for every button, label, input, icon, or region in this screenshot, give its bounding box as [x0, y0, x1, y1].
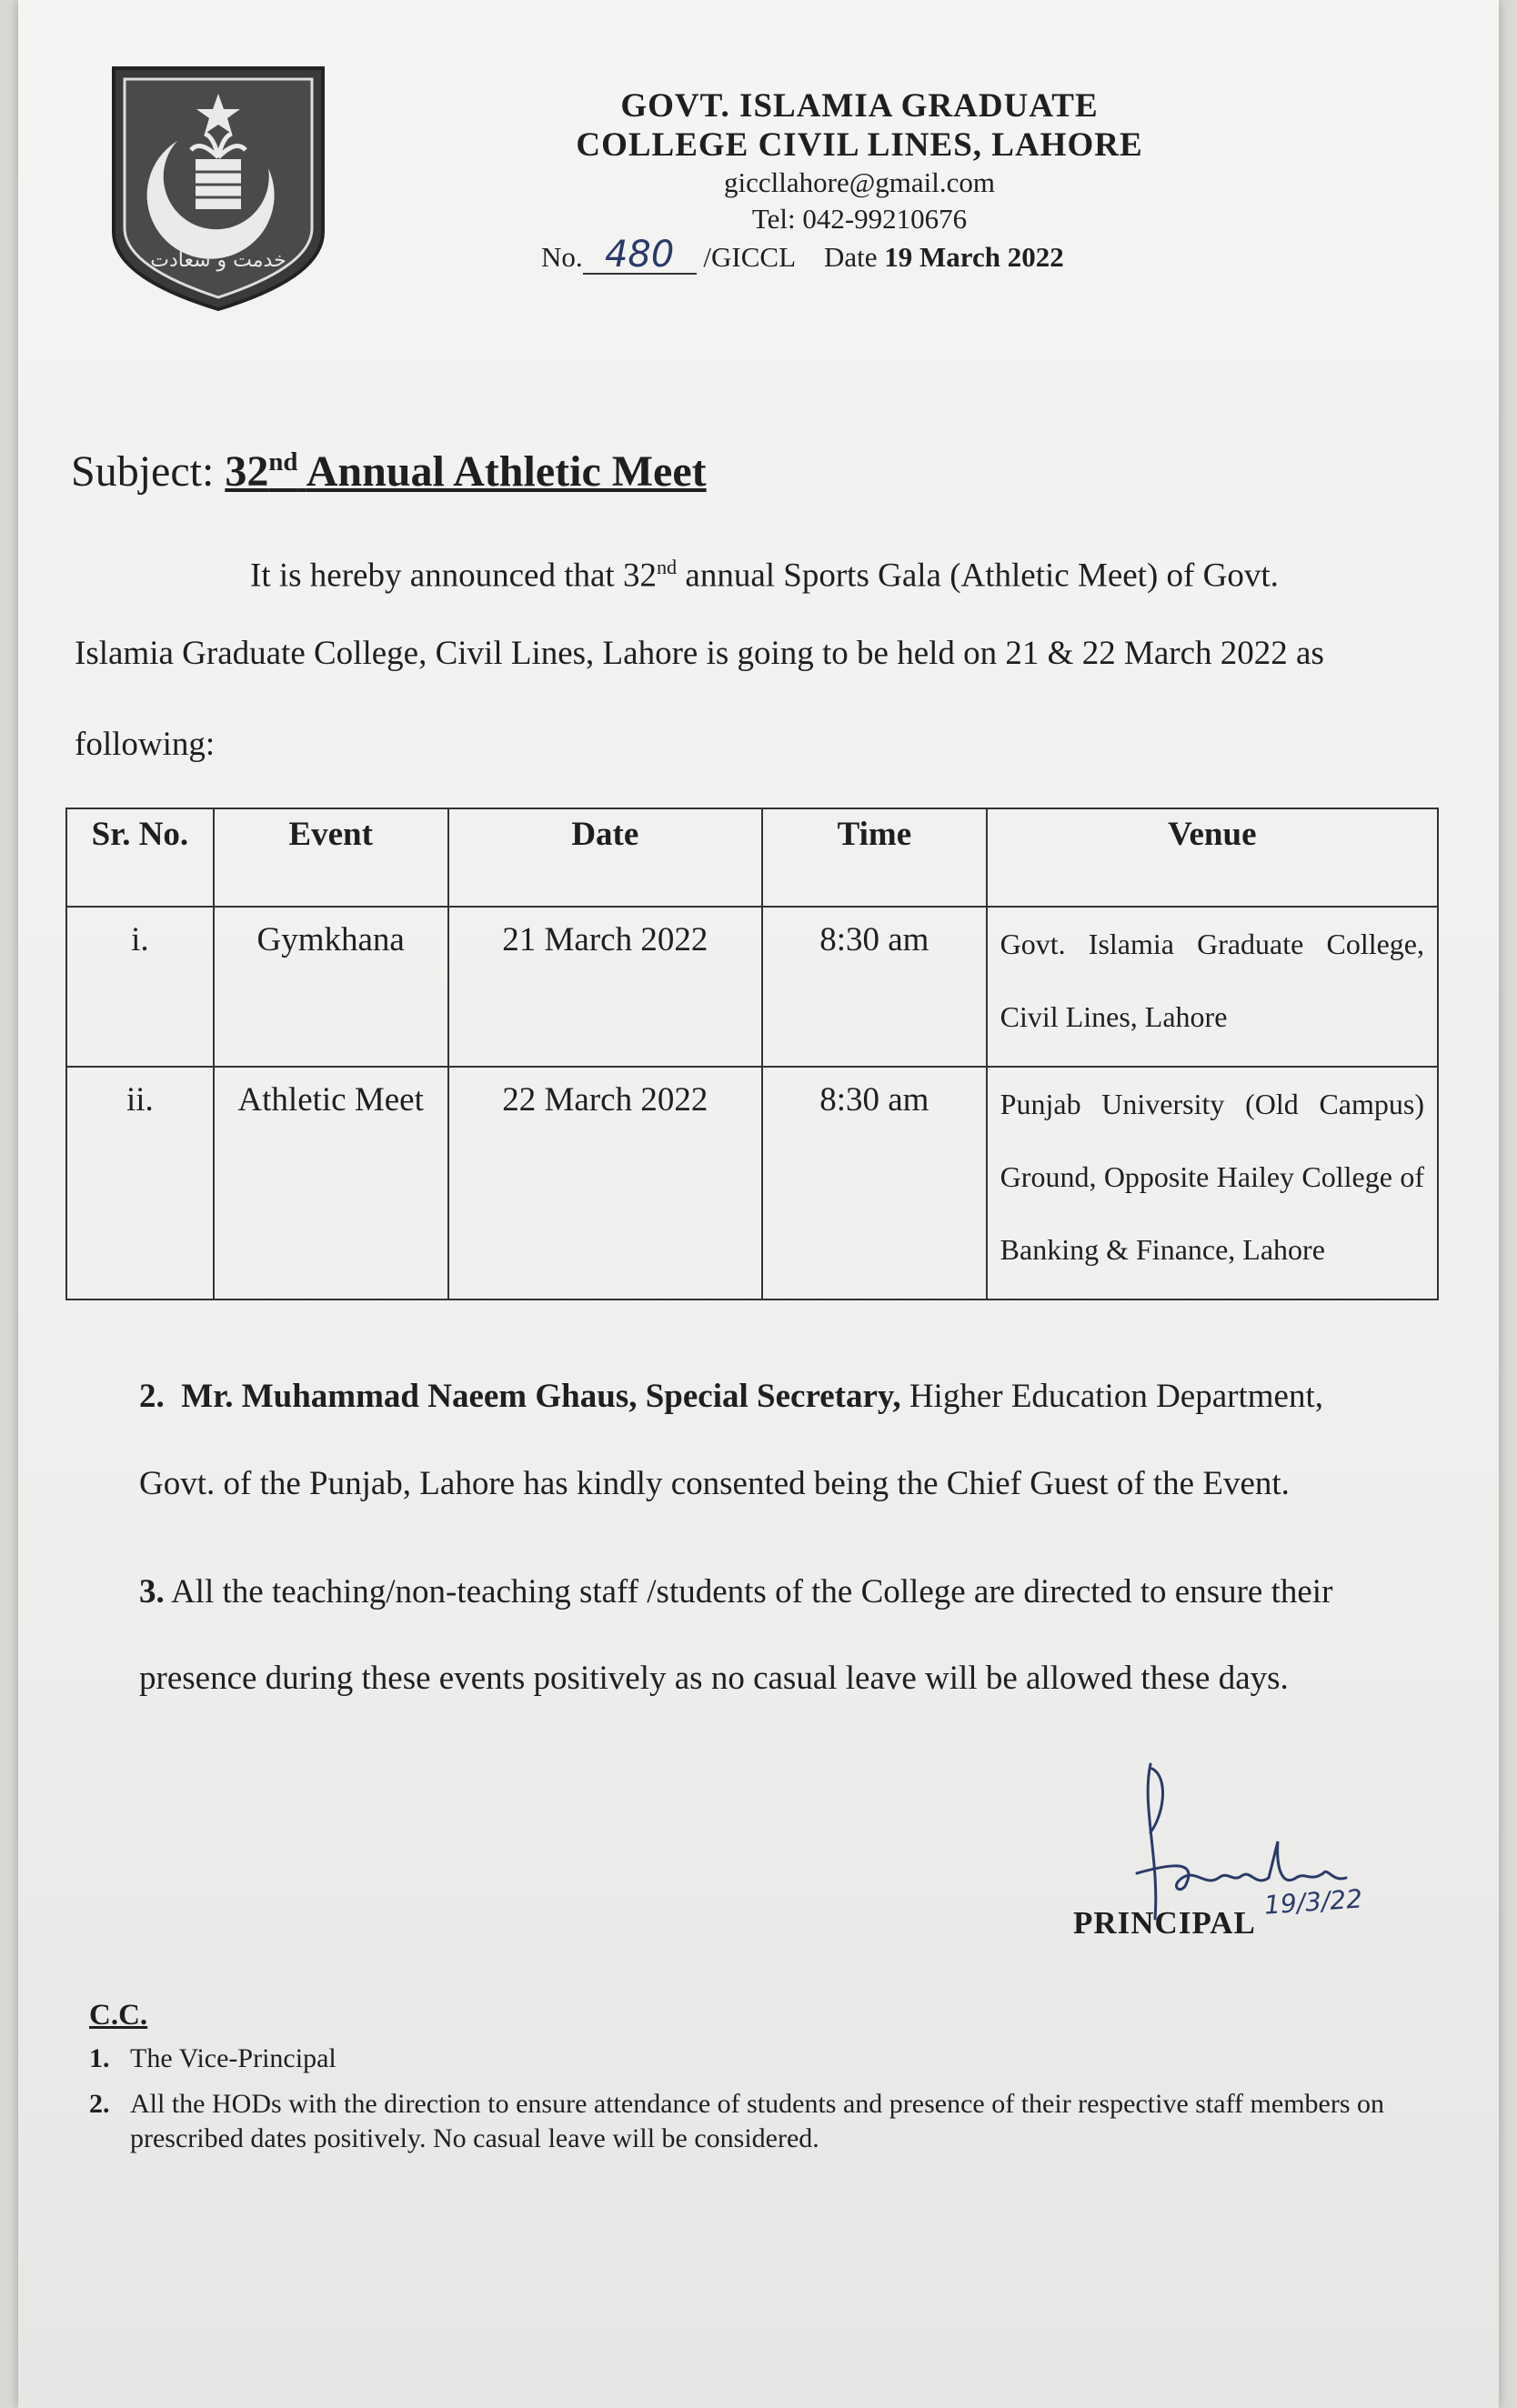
intro-ordinal: nd [656, 556, 678, 578]
cell-sr: i. [66, 907, 214, 1067]
table-header-row [66, 808, 1438, 907]
intro-line-1 [250, 546, 1446, 597]
subject-line [71, 435, 707, 499]
header-venue: Venue [987, 808, 1438, 907]
cc-label: C.C. [89, 1999, 148, 2032]
intro-line-2: Islamia Graduate College, Civil Lines, Lahore is going to be held on 21 & 22 March 2022 as [75, 635, 1324, 672]
cell-event: Gymkhana [214, 907, 448, 1067]
cc-item [89, 2087, 1408, 2156]
header-event: Event [214, 808, 448, 907]
document-page [18, 0, 1499, 2408]
college-telephone: Tel: 042-99210676 [751, 203, 968, 235]
schedule-table [65, 808, 1439, 1300]
cell-venue: Govt. Islamia Graduate College, Civil Lines, Lahore [987, 907, 1438, 1067]
para2-line-2: Govt. of the Punjab, Lahore has kindly consented being the Chief Guest of the Event. [139, 1465, 1290, 1502]
college-email: giccllahore@gmail.com [724, 166, 995, 198]
cell-sr: ii. [66, 1067, 214, 1299]
signature-date: 19/3/22 [1262, 1883, 1363, 1921]
logo-motto-text: خدمت و سعادت [150, 249, 286, 272]
header-sr-no: Sr. No. [66, 808, 214, 907]
cc-item-number: 2. [89, 2089, 110, 2119]
subject-title-text: Annual Athletic Meet [306, 447, 707, 496]
table-row [66, 1067, 1438, 1299]
ref-number-handwritten: 480 [583, 236, 697, 275]
principal-title: PRINCIPAL [1073, 1905, 1256, 1941]
cc-item-text: The Vice-Principal [130, 2043, 337, 2073]
college-crest-logo [105, 59, 332, 314]
cc-item-number: 1. [89, 2043, 110, 2073]
intro-line-1a: It is hereby announced that 32 [250, 557, 657, 595]
para2-number: 2. [139, 1378, 165, 1415]
cc-item-text: All the HODs with the direction to ensure attendance of students and presence of their respective staff members on prescribed dates positively. No casual leave will be considered. [130, 2089, 1385, 2153]
cell-venue: Punjab University (Old Campus) Ground, Opposite Hailey College of Banking & Finance, Lahore [987, 1067, 1438, 1299]
college-name-line2: COLLEGE CIVIL LINES, LAHORE [576, 126, 1143, 164]
para3-line-1 [139, 1570, 1449, 1614]
para3-line-2: presence during these events positively as no casual leave will be allowed these days. [139, 1660, 1289, 1697]
para3-number: 3. [139, 1573, 165, 1610]
date-label: Date [824, 241, 878, 273]
cc-item [89, 2042, 1408, 2076]
para3-text: All the teaching/non-teaching staff /students of the College are directed to ensure their [164, 1573, 1333, 1610]
para2-rest: Higher Education Department, [900, 1378, 1323, 1415]
subject-label: Subject: [71, 447, 215, 496]
intro-line-1b: annual Sports Gala (Athletic Meet) of Govt. [677, 557, 1279, 595]
cell-date: 21 March 2022 [448, 907, 762, 1067]
subject-number: 32 [225, 447, 269, 496]
subject-ordinal: nd [268, 447, 298, 477]
ref-prefix: No. [541, 241, 583, 273]
para2-line-1 [139, 1375, 1449, 1419]
subject-title [225, 447, 706, 496]
cell-time: 8:30 am [762, 1067, 987, 1299]
chief-guest-name: Mr. Muhammad Naeem Ghaus, Special Secretary, [181, 1378, 901, 1415]
ref-suffix: /GICCL [703, 241, 797, 273]
reference-line [541, 235, 1360, 280]
header-time: Time [762, 808, 987, 907]
intro-line-3: following: [75, 726, 216, 763]
cell-event: Athletic Meet [214, 1067, 448, 1299]
cell-date: 22 March 2022 [448, 1067, 762, 1299]
letter-date: 19 March 2022 [884, 241, 1064, 273]
college-name-line1: GOVT. ISLAMIA GRADUATE [620, 87, 1099, 125]
cell-time: 8:30 am [762, 907, 987, 1067]
header-date: Date [448, 808, 762, 907]
table-row [66, 907, 1438, 1067]
